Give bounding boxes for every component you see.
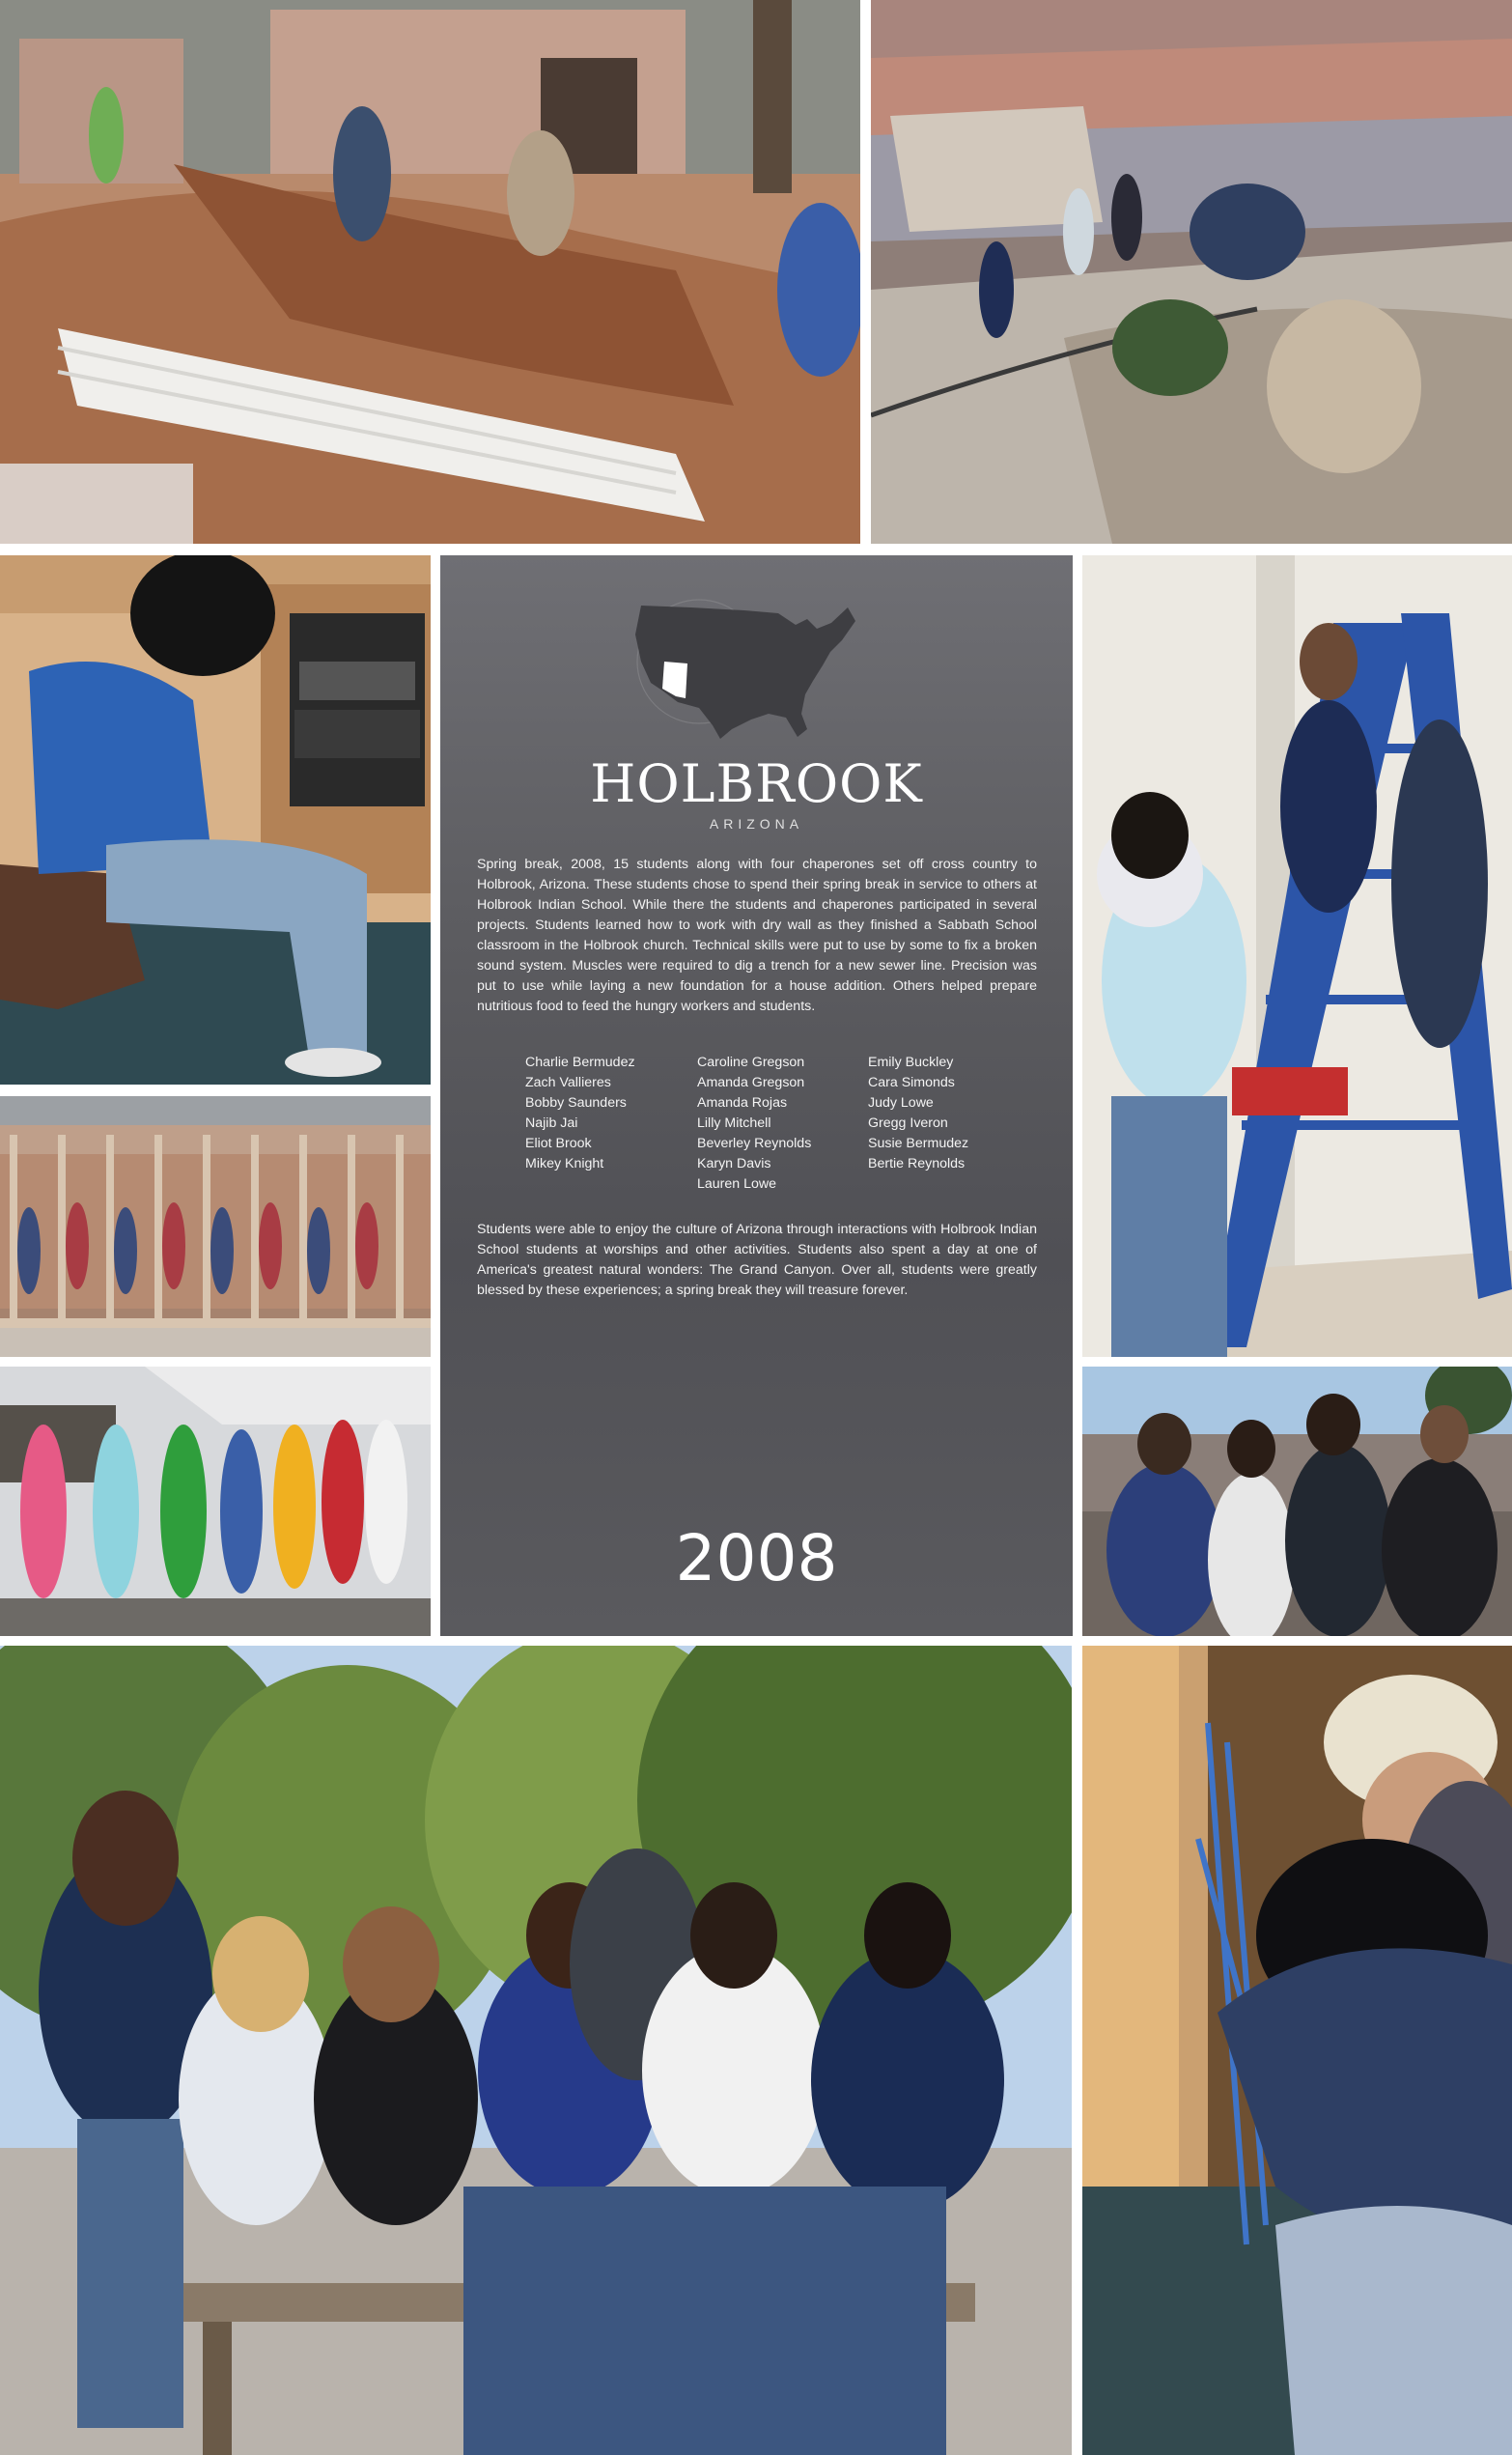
participant-name: Emily Buckley [868,1055,954,1070]
participant-name: Zach Vallieres [525,1075,611,1090]
page-subtitle: ARIZONA [709,816,804,832]
intro-paragraph: Spring break, 2008, 15 students along with four chaperones set off cross country to Holbrook, Arizona. These students chose to spend their spring break in service to others at Holbrook Indian School. While there the students and chaperones participated in several projects. Students learned how to work with dry wall as they finished a Sabbath School classroom in the Holbrook church. Technical skills were put to use by some to fix a broken sound system. Muscles were required to dig a trench for a new sewer line. Precision was put to use while laying a new foundation for a house addition. Others helped prepare nutritious food to feed the hungry workers and students. [477,857,1037,1014]
photo-boy-fixing-sound-system [0,555,431,1085]
participant-name: Beverley Reynolds [697,1136,812,1151]
names-column [697,1053,811,1195]
participant-name: Caroline Gregson [697,1055,805,1070]
participant-name: Charlie Bermudez [525,1055,635,1070]
photo-boys-at-canyon [1082,1367,1512,1636]
usa-map-icon [624,594,875,748]
photo-students-on-bench [0,1646,1072,2455]
names-column [525,1053,635,1174]
participant-name: Amanda Gregson [697,1075,805,1090]
photo-wiring-sound-system [1082,1646,1512,2455]
participant-name: Bertie Reynolds [868,1156,966,1171]
participant-name: Najib Jai [525,1115,578,1131]
photo-students-house-framing [0,1096,431,1357]
participant-name: Karyn Davis [697,1156,771,1171]
photo-drywall-ladder [1082,555,1512,1357]
page-title: HOLBROOK [590,753,923,814]
participant-name: Bobby Saunders [525,1095,627,1111]
participant-name: Susie Bermudez [868,1136,969,1151]
info-panel [440,555,1073,1636]
participant-name: Eliot Brook [525,1136,592,1151]
names-column [868,1053,968,1174]
year-label: 2008 [675,1521,838,1595]
participant-name: Lilly Mitchell [697,1115,771,1131]
photo-group-portrait [0,1367,431,1636]
participant-name: Cara Simonds [868,1075,955,1090]
outro-paragraph: Students were able to enjoy the culture of Arizona through interactions with Holbrook Indian School students at worships and other activities. Students also spent a day at one of America's greatest natural wonders: The Grand Canyon. Over all, students were greatly blessed by these experiences; a spring break they will treasure forever. [477,1222,1037,1298]
participant-name: Lauren Lowe [697,1176,777,1192]
participant-name: Mikey Knight [525,1156,604,1171]
participant-name: Amanda Rojas [697,1095,788,1111]
participant-name: Judy Lowe [868,1095,934,1111]
participant-name: Gregg Iveron [868,1115,948,1131]
photo-trench-digging [0,0,860,544]
photo-grand-canyon-overlook [871,0,1512,544]
